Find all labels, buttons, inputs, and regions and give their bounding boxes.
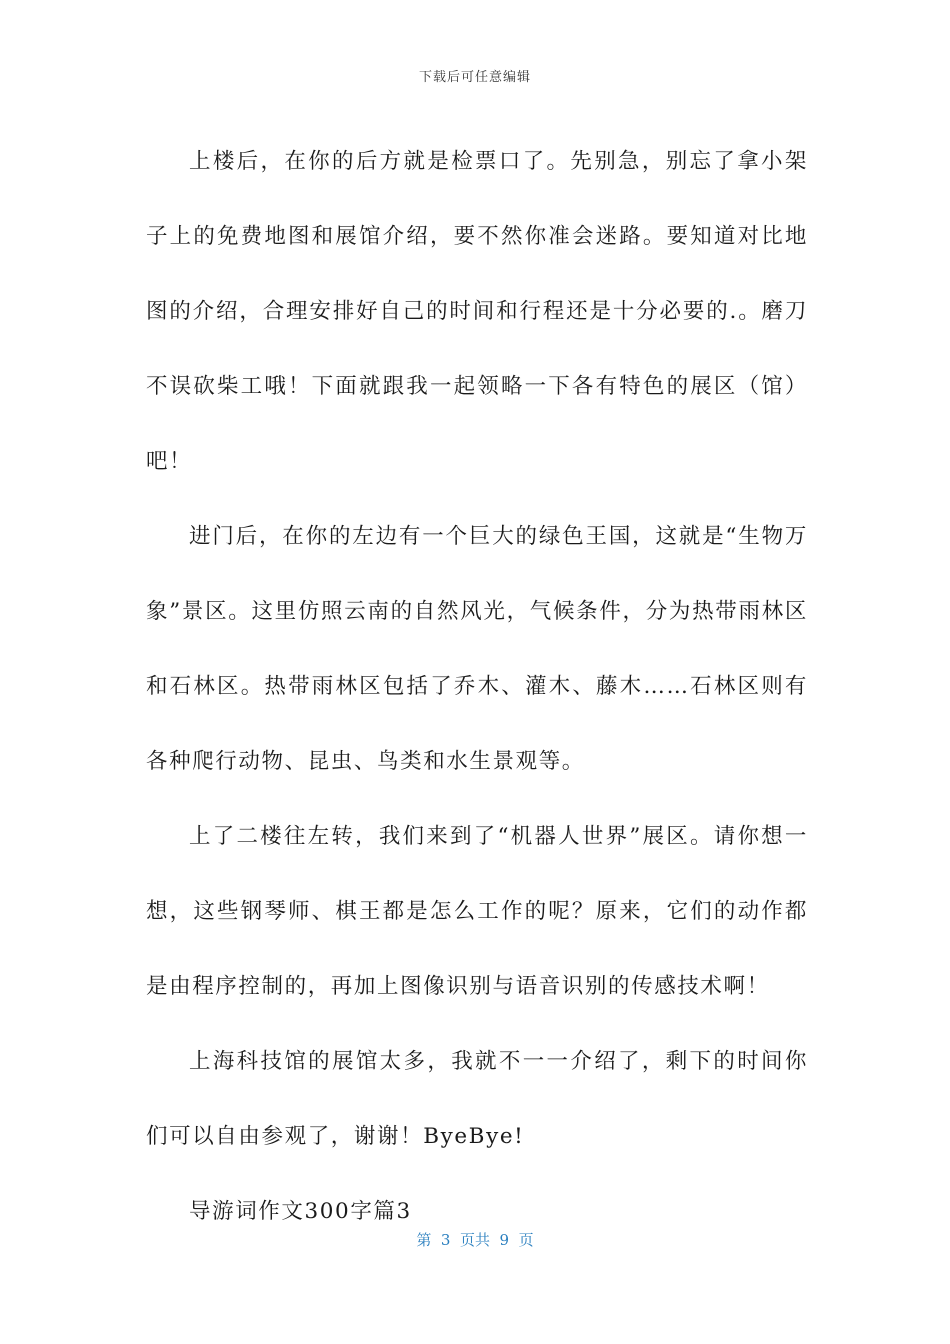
paragraph-2: 进门后，在你的左边有一个巨大的绿色王国，这就是“生物万象”景区。这里仿照云南的自然风光，气候条件，分为热带雨林区和石林区。热带雨林区包括了乔木、灌木、藤木……石林区则有各种爬行动物、昆虫、鸟类和水生景观等。: [146, 524, 808, 774]
page-footer: 第 3 页共 9 页: [416, 1231, 534, 1249]
page-header: 下载后可任意编辑: [418, 70, 531, 85]
section-heading: 导游词作文300字篇3: [189, 1199, 412, 1224]
document-body: [146, 124, 808, 1249]
paragraph-1: 上楼后，在你的后方就是检票口了。先别急，别忘了拿小架子上的免费地图和展馆介绍，要不然你准会迷路。要知道对比地图的介绍，合理安排好自己的时间和行程还是十分必要的.。磨刀不误砍柴工哦！下面就跟我一起领略一下各有特色的展区（馆）吧！: [146, 149, 808, 474]
paragraph-4: 上海科技馆的展馆太多，我就不一一介绍了，剩下的时间你们可以自由参观了，谢谢！ByeBye!: [146, 1049, 808, 1149]
paragraph-3: 上了二楼往左转，我们来到了“机器人世界”展区。请你想一想，这些钢琴师、棋王都是怎么工作的呢？原来，它们的动作都是由程序控制的，再加上图像识别与语音识别的传感技术啊！: [146, 824, 808, 999]
